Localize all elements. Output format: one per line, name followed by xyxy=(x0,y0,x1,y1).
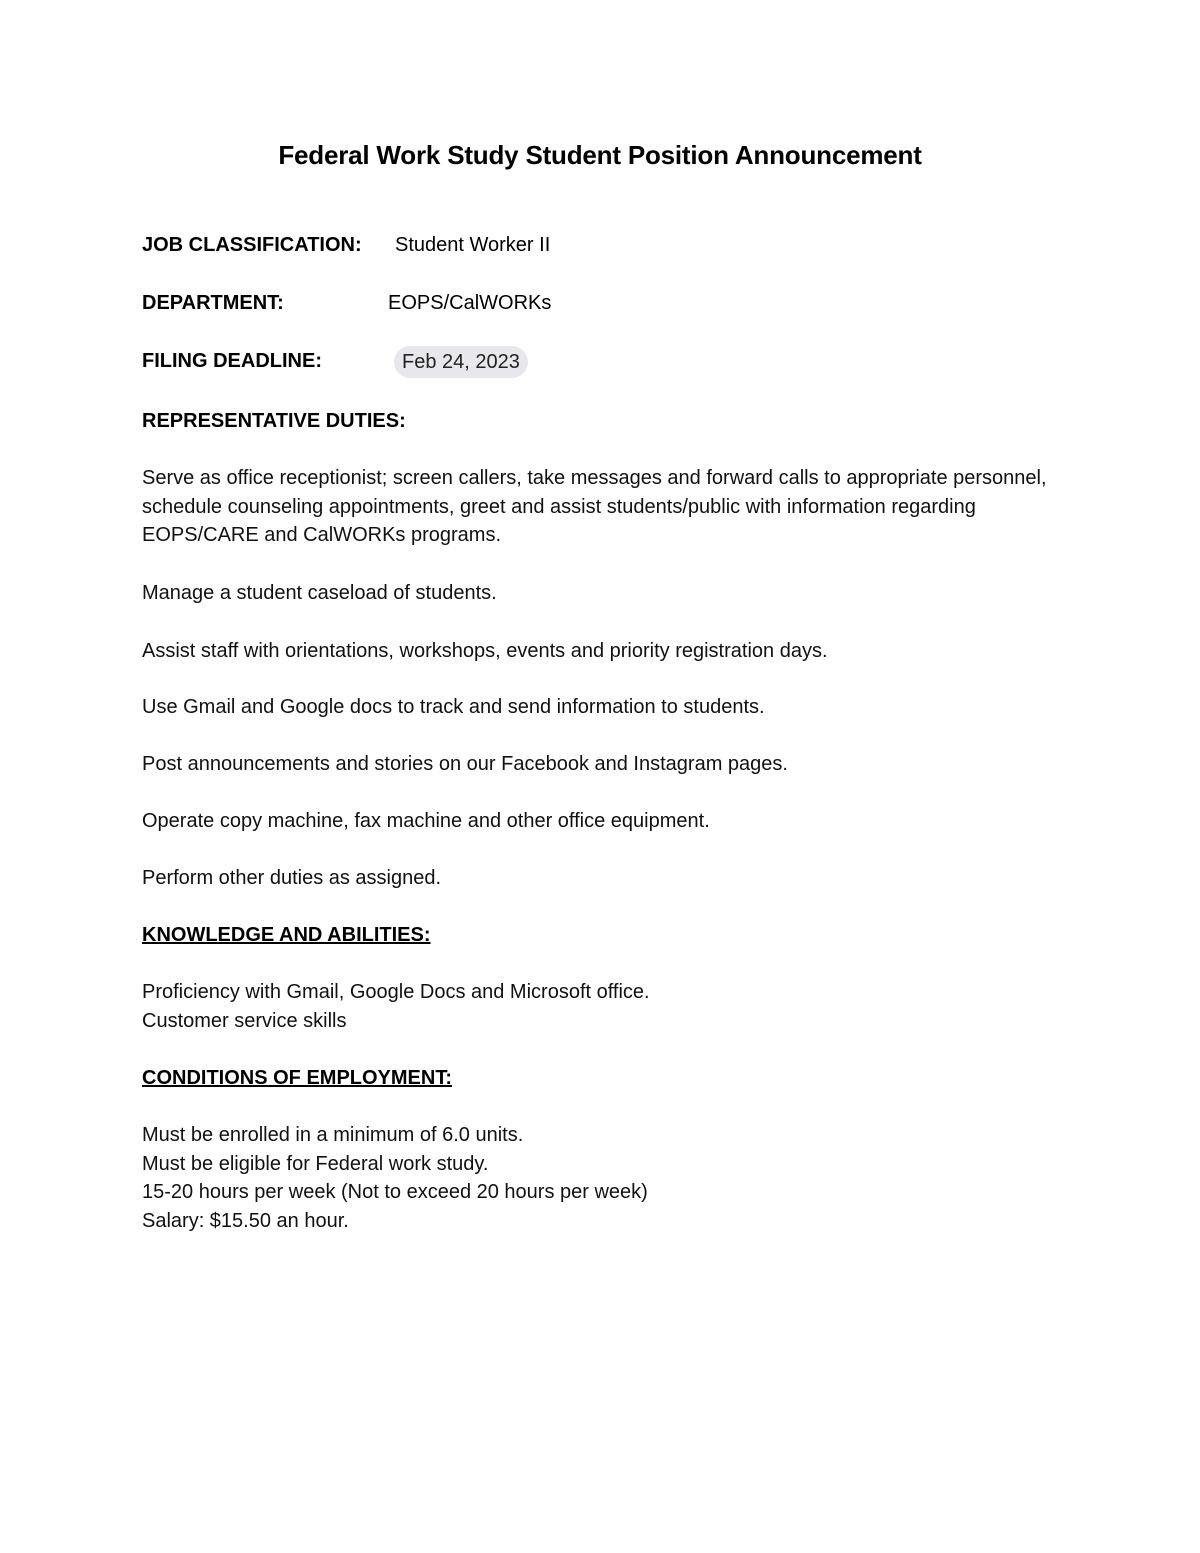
duty-item: Post announcements and stories on our Facebook and Instagram pages. xyxy=(142,753,788,775)
job-classification-label: JOB CLASSIFICATION: xyxy=(142,234,362,256)
department-label: DEPARTMENT: xyxy=(142,292,284,314)
department-row xyxy=(142,292,552,315)
duties-heading: REPRESENTATIVE DUTIES: xyxy=(142,410,406,432)
knowledge-line: Proficiency with Gmail, Google Docs and Microsoft office. xyxy=(142,981,650,1003)
filing-deadline-date-chip[interactable]: Feb 24, 2023 xyxy=(394,346,528,378)
condition-line: 15-20 hours per week (Not to exceed 20 hours per week) xyxy=(142,1181,648,1203)
conditions-heading: CONDITIONS OF EMPLOYMENT: xyxy=(142,1067,452,1089)
job-classification-value: Student Worker II xyxy=(395,234,551,256)
knowledge-heading: KNOWLEDGE AND ABILITIES: xyxy=(142,924,431,946)
duty-item: Perform other duties as assigned. xyxy=(142,867,442,889)
condition-line: Salary: $15.50 an hour. xyxy=(142,1209,349,1232)
condition-line: Must be enrolled in a minimum of 6.0 units. xyxy=(142,1124,524,1146)
department-value: EOPS/CalWORKs xyxy=(388,292,552,314)
duty-item: Serve as office receptionist; screen callers, take messages and forward calls to appropriate personnel, schedule counseling appointments, greet and assist students/public with information regarding EOPS/CARE and CalWORKs programs. xyxy=(142,467,1047,546)
duty-item: Assist staff with orientations, workshops, events and priority registration days. xyxy=(142,640,828,662)
condition-line: Must be eligible for Federal work study. xyxy=(142,1152,489,1175)
filing-deadline-label: FILING DEADLINE: xyxy=(142,350,322,372)
duty-item: Manage a student caseload of students. xyxy=(142,582,497,604)
knowledge-list xyxy=(142,978,1082,1035)
conditions-list xyxy=(142,1121,1082,1235)
duty-item: Operate copy machine, fax machine and other office equipment. xyxy=(142,810,710,832)
filing-deadline-row xyxy=(142,350,520,373)
duty-item: Use Gmail and Google docs to track and send information to students. xyxy=(142,696,765,718)
job-classification-row xyxy=(142,234,551,257)
page-title: Federal Work Study Student Position Announcement xyxy=(278,140,922,170)
knowledge-line: Customer service skills xyxy=(142,1009,347,1032)
